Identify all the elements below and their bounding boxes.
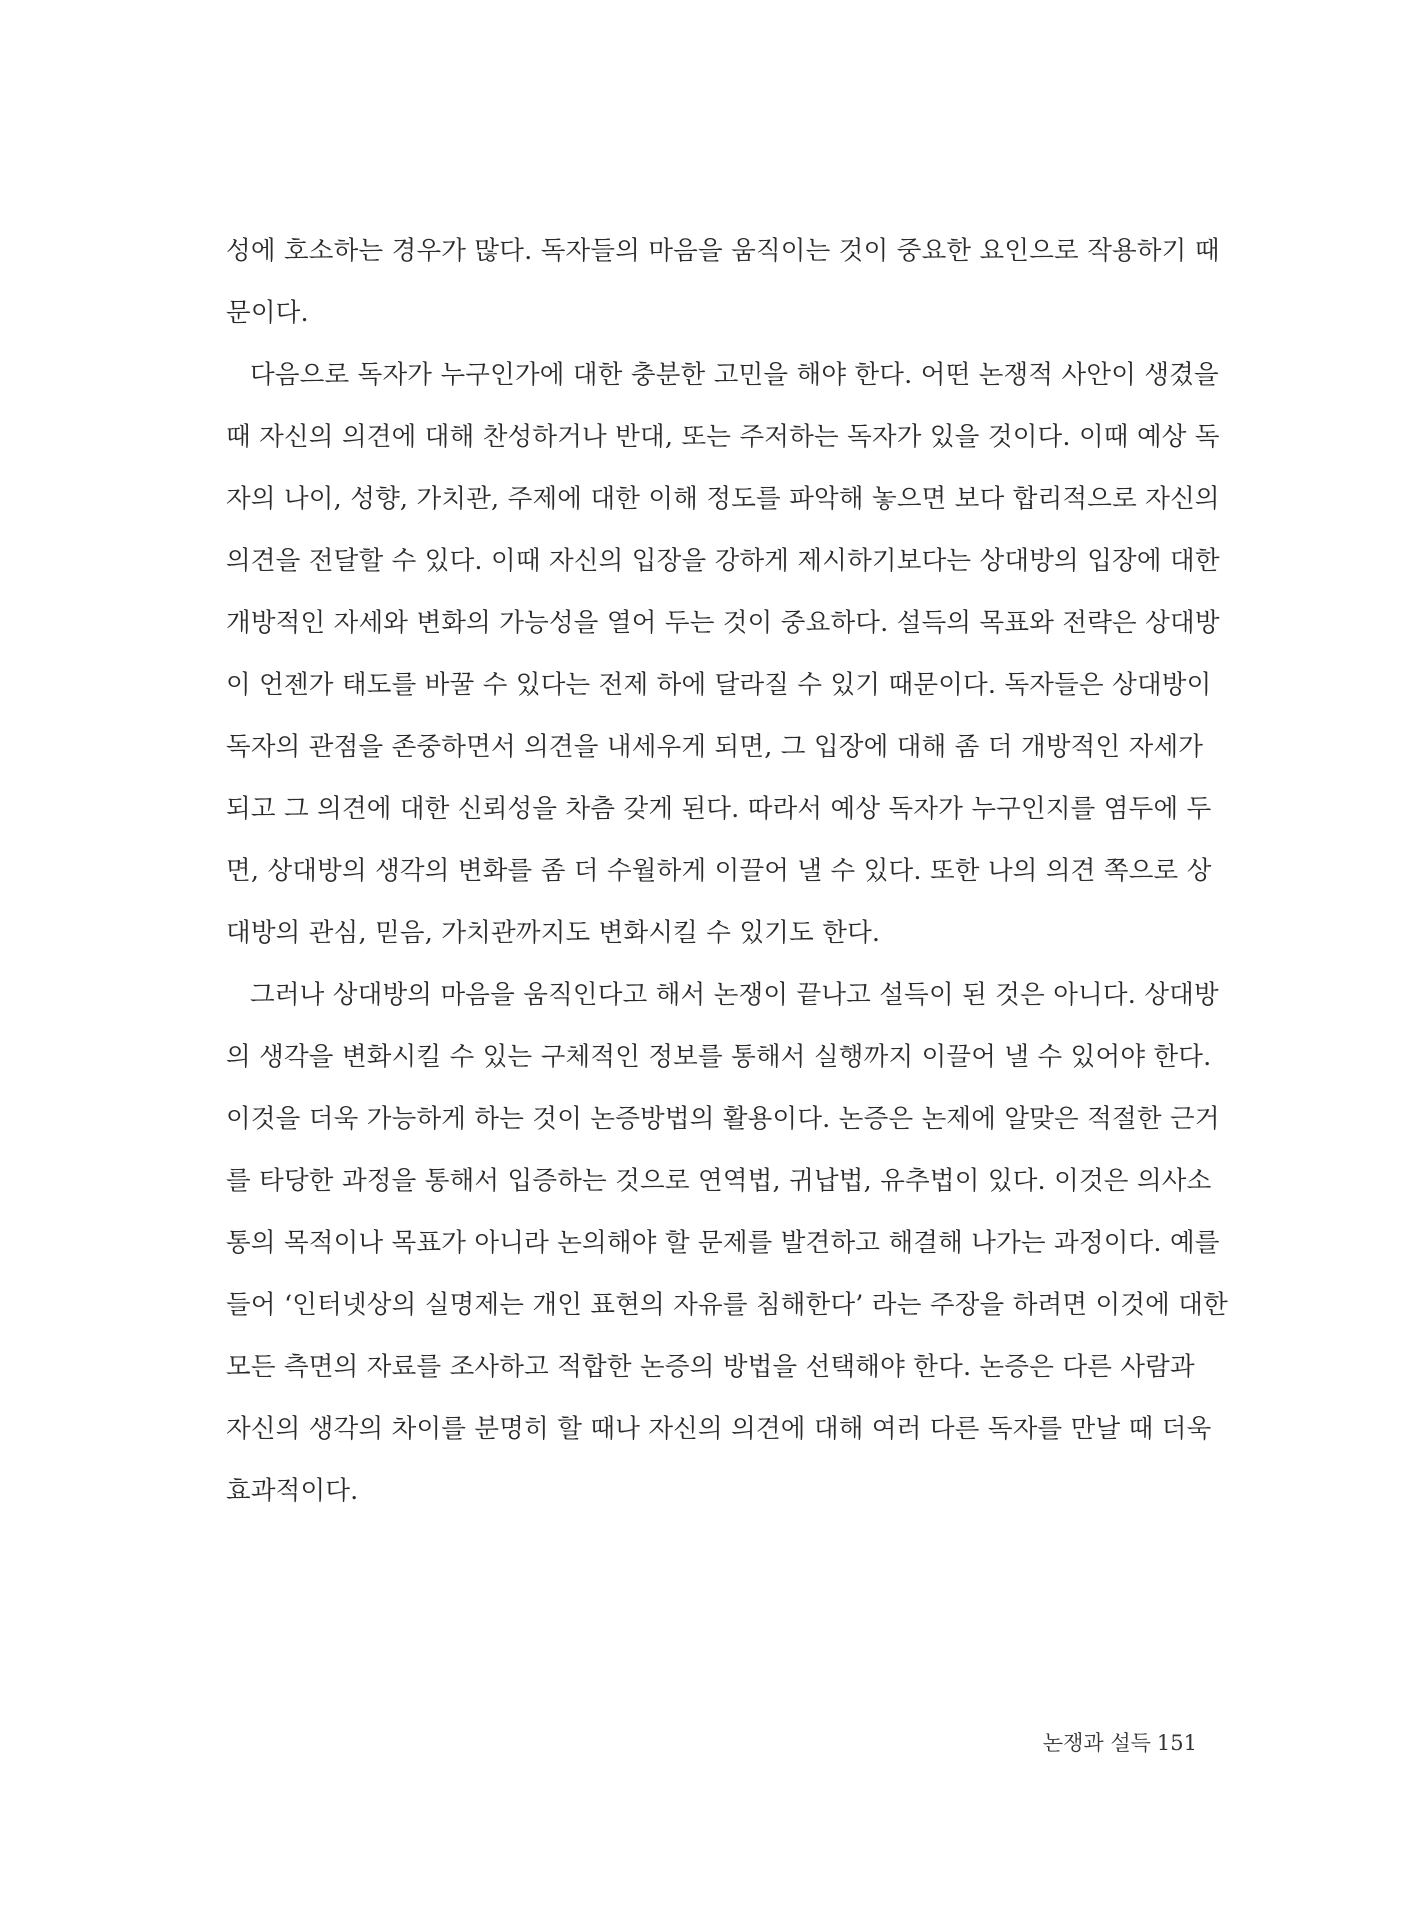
text-line: 개방적인 자세와 변화의 가능성을 열어 두는 것이 중요하다. 설득의 목표와 전략은 상대방 bbox=[226, 608, 1220, 638]
text-line: 문이다. bbox=[226, 298, 309, 328]
text-line: 대방의 관심, 믿음, 가치관까지도 변화시킬 수 있기도 한다. bbox=[226, 918, 881, 948]
text-line: 통의 목적이나 목표가 아니라 논의해야 할 문제를 발견하고 해결해 나가는 과정이다. 예를 bbox=[226, 1228, 1220, 1258]
text-line: 성에 호소하는 경우가 많다. 독자들의 마음을 움직이는 것이 중요한 요인으로 작용하기 때 bbox=[226, 236, 1220, 266]
text-line: 의견을 전달할 수 있다. 이때 자신의 입장을 강하게 제시하기보다는 상대방의 입장에 대한 bbox=[226, 546, 1220, 576]
text-line: 를 타당한 과정을 통해서 입증하는 것으로 연역법, 귀납법, 유추법이 있다. 이것은 의사소 bbox=[226, 1166, 1212, 1196]
text-line: 이것을 더욱 가능하게 하는 것이 논증방법의 활용이다. 논증은 논제에 알맞은 적절한 근거 bbox=[226, 1104, 1220, 1134]
text-line: 독자의 관점을 존중하면서 의견을 내세우게 되면, 그 입장에 대해 좀 더 개방적인 자세가 bbox=[226, 732, 1204, 762]
text-line: 되고 그 의견에 대한 신뢰성을 차츰 갖게 된다. 따라서 예상 독자가 누구인지를 염두에 두 bbox=[226, 794, 1212, 824]
text-line: 효과적이다. bbox=[226, 1476, 359, 1506]
text-line: 면, 상대방의 생각의 변화를 좀 더 수월하게 이끌어 낼 수 있다. 또한 나의 의견 쪽으로 상 bbox=[226, 856, 1212, 886]
text-line: 자의 나이, 성향, 가치관, 주제에 대한 이해 정도를 파악해 놓으면 보다 합리적으로 자신의 bbox=[226, 484, 1220, 514]
text-line: 자신의 생각의 차이를 분명히 할 때나 자신의 의견에 대해 여러 다른 독자를 만날 때 더욱 bbox=[226, 1414, 1212, 1444]
text-line: 다음으로 독자가 누구인가에 대한 충분한 고민을 해야 한다. 어떤 논쟁적 사안이 생겼을 bbox=[250, 360, 1219, 390]
text-line: 모든 측면의 자료를 조사하고 적합한 논증의 방법을 선택해야 한다. 논증은 다른 사람과 bbox=[226, 1352, 1195, 1382]
text-line: 때 자신의 의견에 대해 찬성하거나 반대, 또는 주저하는 독자가 있을 것이다. 이때 예상 독 bbox=[226, 422, 1220, 452]
page-footer bbox=[1043, 1728, 1197, 1758]
text-line: 이 언젠가 태도를 바꿀 수 있다는 전제 하에 달라질 수 있기 때문이다. 독자들은 상대방이 bbox=[226, 670, 1212, 700]
chapter-title: 논쟁과 설득 bbox=[1042, 1731, 1151, 1755]
page-number: 151 bbox=[1156, 1731, 1197, 1755]
text-line: 들어 ‘인터넷상의 실명제는 개인 표현의 자유를 침해한다’ 라는 주장을 하려면 이것에 대한 bbox=[226, 1290, 1228, 1320]
text-line: 의 생각을 변화시킬 수 있는 구체적인 정보를 통해서 실행까지 이끌어 낼 수 있어야 한다. bbox=[226, 1042, 1212, 1072]
text-line: 그러나 상대방의 마음을 움직인다고 해서 논쟁이 끝나고 설득이 된 것은 아니다. 상대방 bbox=[250, 980, 1219, 1010]
body-text bbox=[226, 220, 1228, 1522]
